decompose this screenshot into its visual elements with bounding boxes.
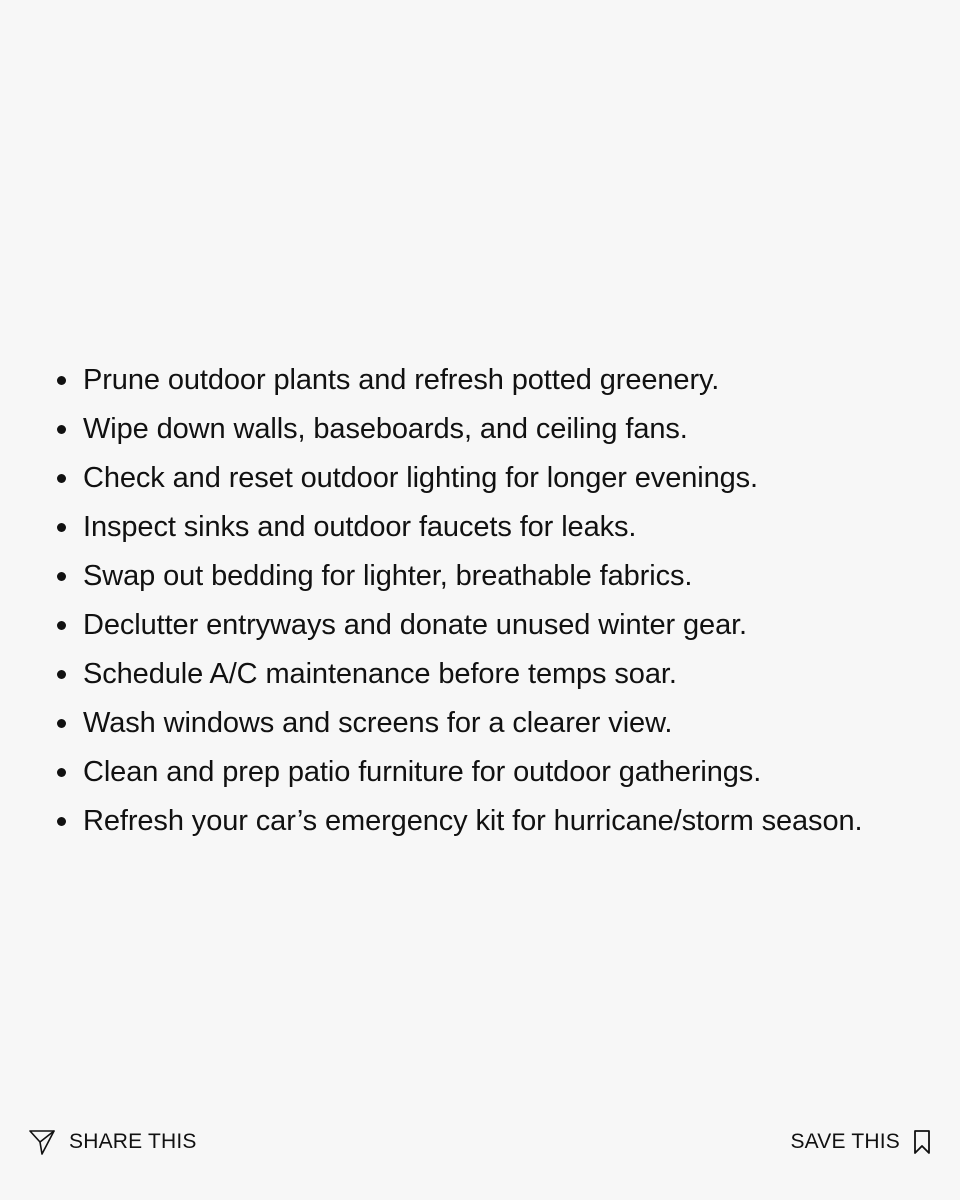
bullet-icon bbox=[57, 523, 66, 532]
list-item-text: Clean and prep patio furniture for outdoor gatherings. bbox=[83, 756, 762, 788]
bullet-icon bbox=[57, 670, 66, 679]
bullet-icon bbox=[57, 425, 66, 434]
list-item-text: Wash windows and screens for a clearer view. bbox=[83, 707, 673, 739]
list-item bbox=[56, 650, 936, 699]
bullet-icon bbox=[57, 376, 66, 385]
save-label: SAVE THIS bbox=[790, 1130, 900, 1153]
list-item bbox=[56, 552, 936, 601]
list-item-text: Prune outdoor plants and refresh potted greenery. bbox=[83, 364, 720, 396]
list-item bbox=[56, 601, 936, 650]
list-item-text: Swap out bedding for lighter, breathable fabrics. bbox=[83, 560, 693, 592]
bullet-icon bbox=[57, 572, 66, 581]
bullet-icon bbox=[57, 621, 66, 630]
list-item-text: Check and reset outdoor lighting for longer evenings. bbox=[83, 462, 759, 494]
send-icon bbox=[28, 1128, 56, 1156]
list-item bbox=[56, 699, 936, 748]
list-item bbox=[56, 405, 936, 454]
list-item bbox=[56, 356, 936, 405]
list-item-text: Refresh your car’s emergency kit for hurricane/storm season. bbox=[83, 805, 863, 837]
list-item-text: Declutter entryways and donate unused winter gear. bbox=[83, 609, 748, 641]
share-label: SHARE THIS bbox=[69, 1130, 197, 1153]
list-item-text: Wipe down walls, baseboards, and ceiling fans. bbox=[83, 413, 688, 445]
list-item-text: Inspect sinks and outdoor faucets for leaks. bbox=[83, 511, 637, 543]
checklist bbox=[56, 356, 936, 846]
list-item-text: Schedule A/C maintenance before temps soar. bbox=[83, 658, 677, 690]
bookmark-icon bbox=[912, 1129, 932, 1155]
list-item bbox=[56, 797, 936, 846]
footer-bar bbox=[0, 1122, 960, 1162]
bullet-icon bbox=[57, 719, 66, 728]
share-button[interactable] bbox=[28, 1122, 197, 1162]
list-item bbox=[56, 748, 936, 797]
list-item bbox=[56, 454, 936, 503]
list-item bbox=[56, 503, 936, 552]
bullet-icon bbox=[57, 474, 66, 483]
save-button[interactable] bbox=[790, 1122, 932, 1162]
bullet-icon bbox=[57, 817, 66, 826]
bullet-icon bbox=[57, 768, 66, 777]
